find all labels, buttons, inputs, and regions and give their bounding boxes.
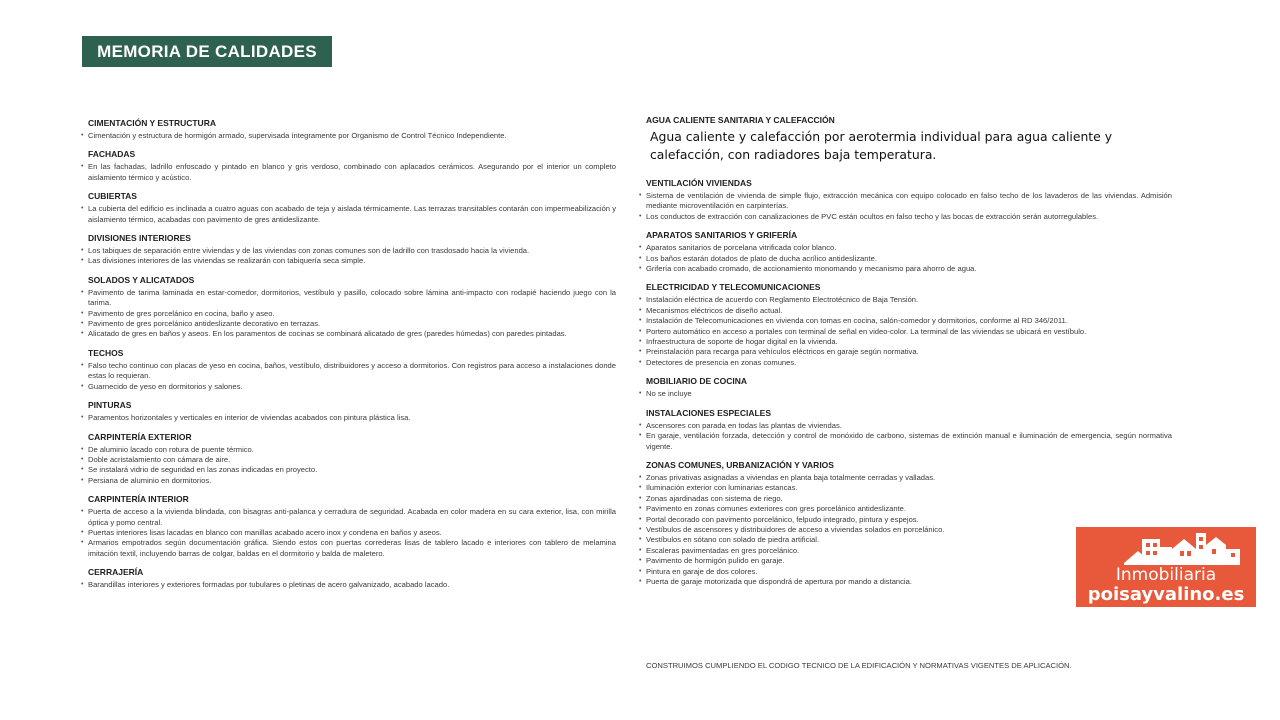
bullet-icon: • [639, 390, 642, 398]
spec-section [81, 274, 616, 340]
logo-line1: Inmobiliaria [1115, 565, 1217, 585]
list-item-text: Pavimento de gres porcelánico antideslizante decorativo en terrazas. [88, 319, 321, 329]
bullet-icon: • [81, 476, 84, 484]
list-item-text: Ascensores con parada en todas las plantas de viviendas. [646, 420, 842, 430]
spec-list [639, 243, 1172, 274]
list-item [81, 131, 616, 141]
bullet-icon: • [639, 525, 642, 533]
list-item [81, 308, 616, 319]
section-heading: ZONAS COMUNES, URBANIZACIÓN Y VARIOS [646, 459, 834, 470]
list-item-text: Puertas interiores lisas lacadas en blanco con manillas acabado acero inox y condena en baños y aseos. [88, 527, 442, 537]
bullet-icon: • [81, 132, 84, 139]
bullet-icon: • [81, 163, 84, 171]
bullet-icon: • [81, 508, 84, 516]
spec-list [81, 444, 616, 487]
list-item [639, 337, 1172, 347]
section-agua-caliente [646, 115, 1172, 164]
list-item [81, 538, 616, 559]
spec-list [81, 204, 616, 225]
list-item-text: Doble acristalamiento con cámara de aire. [88, 454, 231, 464]
spec-section [639, 376, 1172, 399]
bullet-icon: • [81, 205, 84, 213]
section-heading: MOBILIARIO DE COCINA [646, 376, 748, 387]
spec-section [81, 431, 616, 487]
bullet-icon: • [639, 254, 642, 262]
spec-section [639, 178, 1172, 222]
list-item [639, 295, 1172, 305]
spec-section [81, 347, 616, 392]
spec-section [81, 233, 616, 267]
bullet-icon: • [639, 515, 642, 523]
list-item-text: Pintura en garaje de dos colores. [646, 566, 758, 576]
list-item [639, 347, 1172, 357]
list-item [81, 444, 616, 455]
spec-list [639, 295, 1172, 368]
list-item [81, 507, 616, 528]
list-item [639, 493, 1172, 504]
bullet-icon: • [639, 212, 642, 220]
spec-section [81, 191, 616, 225]
section-heading: AGUA CALIENTE SANITARIA Y CALEFACCIÓN [646, 115, 835, 125]
overlay-text-aerotermia: Agua caliente y calefacción por aerotermia individual para agua caliente y calefacción, con radiadores baja temperatura. [650, 129, 1113, 162]
list-item [639, 504, 1172, 514]
list-item [639, 326, 1172, 337]
list-item [81, 329, 616, 339]
list-item [81, 465, 616, 475]
bullet-icon: • [81, 414, 84, 422]
list-item [81, 162, 616, 183]
bullet-icon: • [81, 330, 84, 338]
right-column [639, 115, 1172, 595]
list-item [639, 264, 1172, 274]
list-item [639, 191, 1172, 212]
list-item [639, 357, 1172, 368]
list-item [639, 243, 1172, 253]
bullet-icon: • [81, 361, 84, 369]
section-heading: SOLADOS Y ALICATADOS [88, 274, 195, 285]
section-heading: TECHOS [88, 347, 124, 358]
spec-section [639, 230, 1172, 274]
list-item [81, 413, 616, 423]
bullet-icon: • [639, 192, 642, 199]
list-item-text: Detectores de presencia en zonas comunes. [646, 357, 797, 367]
bullet-icon: • [81, 539, 84, 547]
spec-list [81, 360, 616, 392]
list-item [639, 253, 1172, 264]
section-heading: PINTURAS [88, 400, 132, 411]
section-heading: DIVISIONES INTERIORES [88, 233, 191, 244]
spec-list [81, 580, 616, 590]
list-item-text: Portero automático en acceso a portales con terminal de señal en video-color. La terminal de las viviendas se ubicará en vestíbulo. [646, 326, 1087, 336]
bullet-icon: • [639, 296, 642, 304]
spec-list [81, 162, 616, 183]
bullet-icon: • [81, 257, 84, 265]
list-item-text: Pavimento de tarima laminada en estar-comedor, dormitorios, vestíbulo y pasillo, colocado sobre lámina anti-impacto con rodapié haciendo juego con la tarima. [88, 287, 616, 308]
list-item-text: Los tabiques de separación entre viviendas y de las viviendas con zonas comunes son de ladrillo con trasdosado hacia la vivienda. [88, 246, 530, 256]
bullet-icon: • [81, 528, 84, 536]
list-item [639, 316, 1172, 326]
list-item-text: Vestíbulos de ascensores y distribuidores de acceso a viviendas solados en porcelánico. [646, 524, 945, 534]
company-logo [1076, 527, 1256, 607]
list-item [639, 483, 1172, 493]
spec-list [639, 420, 1172, 452]
list-item-text: Instalación eléctrica de acuerdo con Reglamento Electrotécnico de Baja Tensión. [646, 295, 919, 305]
list-item-text: Pavimento de gres porcelánico en cocina, baño y aseo. [88, 308, 275, 318]
spec-section [639, 282, 1172, 368]
list-item [639, 514, 1172, 525]
spec-list [81, 413, 616, 423]
list-item [81, 454, 616, 465]
spec-section [639, 407, 1172, 452]
spec-list [81, 246, 616, 267]
list-item-text: Armarios empotrados según documentación gráfica. Siendo estos con puertas correderas lisas de tablero lacado e interiores con tablero de melamina imitación textil, incluyendo barras de colgar, baldas en el dormitorio y balda de maletero. [88, 538, 616, 558]
list-item [81, 360, 616, 382]
list-item-text: Mecanismos eléctricos de diseño actual. [646, 305, 783, 315]
section-heading: ELECTRICIDAD Y TELECOMUNICACIONES [646, 282, 821, 293]
list-item-text: Falso techo continuo con placas de yeso en cocina, baños, vestíbulo, distribuidores y acceso a dormitorios. Con registros para acceso a instalaciones donde estas lo requieran. [88, 360, 616, 381]
page-title: MEMORIA DE CALIDADES [82, 36, 332, 67]
spec-list [81, 287, 616, 340]
list-item-text: Instalación de Telecomunicaciones en vivienda con tomas en cocina, salón-comedor y dormitorios, conforme al RD 346/2011. [646, 316, 1068, 326]
list-item [81, 204, 616, 225]
bullet-icon: • [81, 445, 84, 453]
list-item-text: De aluminio lacado con rotura de puente térmico. [88, 444, 254, 454]
list-item-text: Los conductos de extracción con canalizaciones de PVC están ocultos en falso techo y las bocas de extracción serán autorregulables. [646, 211, 1099, 221]
spec-list [81, 131, 616, 141]
bullet-icon: • [639, 358, 642, 366]
bullet-icon: • [639, 557, 642, 565]
list-item-text: Puerta de garaje motorizada que dispondrá de apertura por mando a distancia. [646, 576, 912, 586]
list-item-text: Barandillas interiores y exteriores formadas por tubulares o pletinas de acero galvanizado, acabado lacado. [88, 580, 450, 590]
footer-note: CONSTRUIMOS CUMPLIENDO EL CODIGO TECNICO DE LA EDIFICACIÓN Y NORMATIVAS VIGENTES DE APLICACIÓN. [646, 661, 1072, 670]
list-item-text: Persiana de aluminio en dormitorios. [88, 475, 212, 485]
bullet-icon: • [81, 466, 84, 474]
bullet-icon: • [639, 265, 642, 273]
bullet-icon: • [639, 317, 642, 325]
list-item [81, 381, 616, 392]
list-item-text: Pavimento en zonas comunes exteriores con gres porcelánico antideslizante. [646, 504, 907, 514]
list-item-text: Grifería con acabado cromado, de accionamiento monomando y mecanismo para ahorro de agua. [646, 264, 977, 274]
section-heading: CARPINTERÍA INTERIOR [88, 494, 189, 505]
list-item-text: Aparatos sanitarios de porcelana vitrificada color blanco. [646, 243, 837, 253]
list-item [639, 420, 1172, 431]
bullet-icon: • [81, 581, 84, 589]
list-item [81, 527, 616, 538]
section-heading: CIMENTACIÓN Y ESTRUCTURA [88, 118, 216, 128]
list-item-text: En las fachadas, ladrillo enfoscado y pintado en blanco y gris verdoso, combinado con aplacados cerámicos. Asegurando por el interior un completo aislamiento térmico y acústico. [88, 162, 616, 182]
list-item [639, 305, 1172, 316]
list-item-text: No se incluye [646, 389, 692, 399]
list-item [81, 580, 616, 590]
list-item-text: Iluminación exterior con luminarias estancas. [646, 483, 798, 493]
bullet-icon: • [81, 247, 84, 255]
right-sections [639, 178, 1172, 587]
list-item-text: Los baños estarán dotados de plato de ducha acrílico antideslizante. [646, 253, 877, 263]
list-item-text: Puerta de acceso a la vivienda blindada, con bisagras anti-palanca y cerradura de seguridad. Acabada en color madera en su cara exterior, lisa, con mirilla óptica y pomo central. [88, 507, 616, 527]
list-item-text: Escaleras pavimentadas en gres porcelánico. [646, 545, 800, 555]
list-item-text: Zonas privativas asignadas a viviendas en planta baja totalmente cerradas y valladas. [646, 472, 936, 482]
list-item-text: Las divisiones interiores de las viviendas se realizarán con tabiquería seca simple. [88, 256, 366, 266]
list-item-text: En garaje, ventilación forzada, detección y control de monóxido de carbono, sistemas de extinción manual e iluminación de emergencia, según normativa vigente. [646, 431, 1172, 451]
list-item-text: Guarnecido de yeso en dormitorios y salones. [88, 381, 243, 391]
bullet-icon: • [81, 320, 84, 328]
bullet-icon: • [639, 244, 642, 252]
spec-section [81, 149, 616, 183]
list-item [81, 319, 616, 329]
list-item [81, 256, 616, 266]
list-item-text: Se instalará vidrio de seguridad en las zonas indicadas en proyecto. [88, 465, 318, 475]
list-item-text: Paramentos horizontales y verticales en interior de viviendas acabados con pintura plástica lisa. [88, 413, 411, 423]
list-item-text: Zonas ajardinadas con sistema de riego. [646, 493, 783, 503]
spec-section [81, 118, 616, 141]
bullet-icon: • [639, 473, 642, 481]
list-item [639, 389, 1172, 399]
bullet-icon: • [639, 505, 642, 513]
section-heading: VENTILACIÓN VIVIENDAS [646, 178, 752, 188]
section-heading: APARATOS SANITARIOS Y GRIFERÍA [646, 230, 798, 241]
spec-section [81, 400, 616, 423]
list-item [81, 475, 616, 486]
list-item-text: Vestíbulos en sótano con solado de piedra artificial. [646, 535, 820, 545]
bullet-icon: • [639, 577, 642, 585]
bullet-icon: • [81, 309, 84, 317]
list-item [639, 211, 1172, 222]
bullet-icon: • [639, 348, 642, 356]
spec-section [81, 567, 616, 590]
list-item [639, 431, 1172, 452]
spec-list [81, 507, 616, 559]
list-item [81, 287, 616, 309]
list-item-text: Preinstalación para recarga para vehículos eléctricos en garaje según normativa. [646, 347, 919, 357]
list-item [81, 246, 616, 256]
bullet-icon: • [81, 455, 84, 463]
bullet-icon: • [81, 288, 84, 296]
bullet-icon: • [639, 421, 642, 429]
bullet-icon: • [81, 382, 84, 390]
list-item-text: La cubierta del edificio es inclinada a cuatro aguas con acabado de teja y aislada térmicamente. Las terrazas transitables contarán con impermeabilización y aislamiento térmico, acabadas con pavimento de gres antideslizante. [88, 204, 616, 224]
section-heading: CARPINTERÍA EXTERIOR [88, 431, 192, 442]
list-item-text: Sistema de ventilación de vivienda de simple flujo, extracción mecánica con equipo colocado en falso techo de los lavaderos de las viviendas. Admisión mediante microventilación en carpinterías. [646, 191, 1172, 211]
spec-list [639, 191, 1172, 222]
bullet-icon: • [639, 306, 642, 314]
bullet-icon: • [639, 546, 642, 554]
list-item-text: Infraestructura de soporte de hogar digital en la vivienda. [646, 337, 838, 347]
spec-list [639, 389, 1172, 399]
section-heading: CERRAJERÍA [88, 567, 144, 578]
bullet-icon: • [639, 327, 642, 335]
section-heading: INSTALACIONES ESPECIALES [646, 407, 771, 418]
list-item-text: Pavimento de hormigón pulido en garaje. [646, 556, 785, 566]
list-item-text: Alicatado de gres en baños y aseos. En los paramentos de cocinas se combinará alicatado de gres (paredes húmedas) con paredes pintadas. [88, 329, 567, 339]
spec-section [81, 494, 616, 559]
bullet-icon: • [639, 432, 642, 440]
bullet-icon: • [639, 484, 642, 492]
left-column [81, 118, 616, 599]
list-item-text: Portal decorado con pavimento porcelánico, felpudo integrado, pintura y espejos. [646, 514, 919, 524]
bullet-icon: • [639, 338, 642, 346]
list-item [639, 472, 1172, 483]
bullet-icon: • [639, 494, 642, 502]
section-heading: FACHADAS [88, 149, 136, 160]
bullet-icon: • [639, 567, 642, 575]
list-item-text: Cimentación y estructura de hormigón armado, supervisada íntegramente por Organismo de Control Técnico Independiente. [88, 131, 507, 140]
section-heading: CUBIERTAS [88, 191, 137, 202]
logo-line2: poisayvalino.es [1087, 584, 1245, 605]
bullet-icon: • [639, 536, 642, 544]
